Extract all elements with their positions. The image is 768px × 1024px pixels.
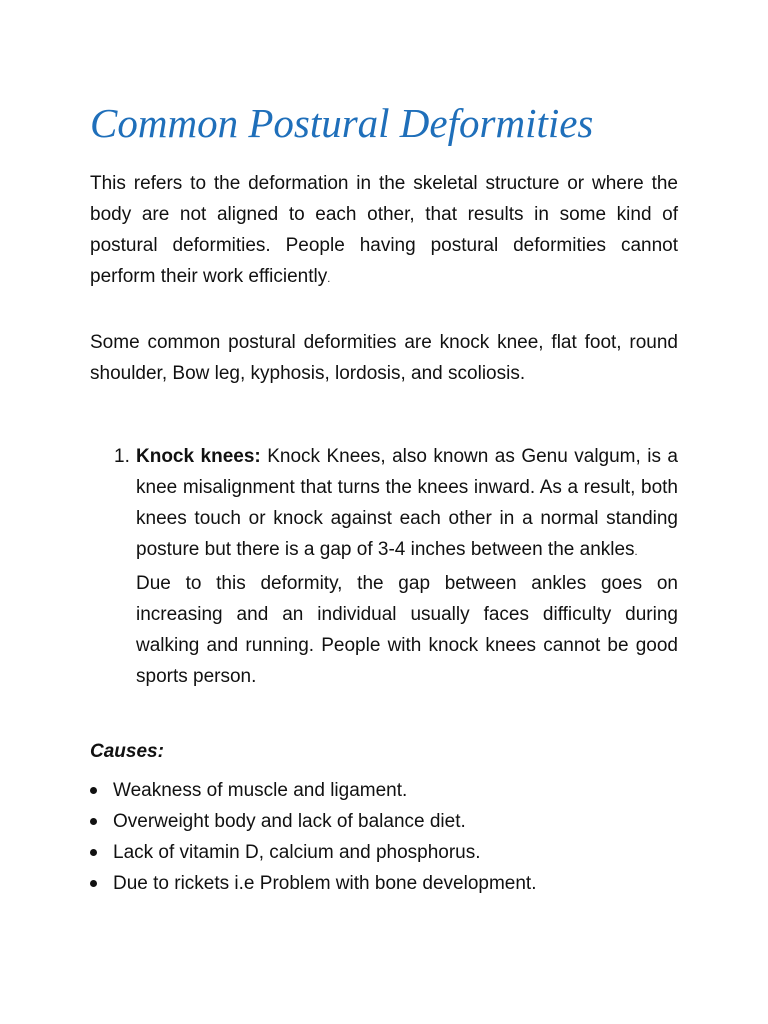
intro-paragraph <box>90 168 678 295</box>
knock-knees-end-mark: . <box>634 546 638 558</box>
list-item-knock-knees <box>90 441 678 692</box>
causes-list <box>90 775 678 899</box>
causes-heading: Causes: <box>90 741 164 762</box>
bullet-icon <box>90 849 97 856</box>
cause-text: Due to rickets i.e Problem with bone development. <box>113 873 537 894</box>
cause-text: Overweight body and lack of balance diet. <box>113 811 466 832</box>
bullet-icon <box>90 880 97 887</box>
intro-text: This refers to the deformation in the skeletal structure or where the body are not aligned to each other, that results in some kind of postural deformities. People having postural deformities cannot perform their work efficiently <box>90 173 678 287</box>
knock-knees-definition: Knock Knees, also known as Genu valgum, is a knee misalignment that turns the knees inward. As a result, both knees touch or knock against each other in a normal standing posture but there is a gap of 3-4 inches between the ankles <box>136 446 678 560</box>
list-item <box>90 775 678 806</box>
document-content <box>90 96 678 899</box>
cause-text: Lack of vitamin D, calcium and phosphorus. <box>113 842 481 863</box>
knock-knees-term: Knock knees: <box>136 446 261 467</box>
intro-end-mark: . <box>327 273 331 285</box>
bullet-icon <box>90 818 97 825</box>
cause-text: Weakness of muscle and ligament. <box>113 780 408 801</box>
knock-knees-description <box>136 441 678 568</box>
list-item <box>90 806 678 837</box>
list-item <box>90 837 678 868</box>
list-item <box>90 868 678 899</box>
numbered-list <box>90 441 678 692</box>
list-number: 1. <box>114 446 130 467</box>
knock-knees-continuation: Due to this deformity, the gap between ankles goes on increasing and an individual usually faces difficulty during walking and running. People with knock knees cannot be good sports person. <box>136 573 678 687</box>
common-deformities-paragraph: Some common postural deformities are knock knee, flat foot, round shoulder, Bow leg, kyphosis, lordosis, and scoliosis. <box>90 332 678 384</box>
page-title: Common Postural Deformities <box>90 100 594 146</box>
bullet-icon <box>90 787 97 794</box>
